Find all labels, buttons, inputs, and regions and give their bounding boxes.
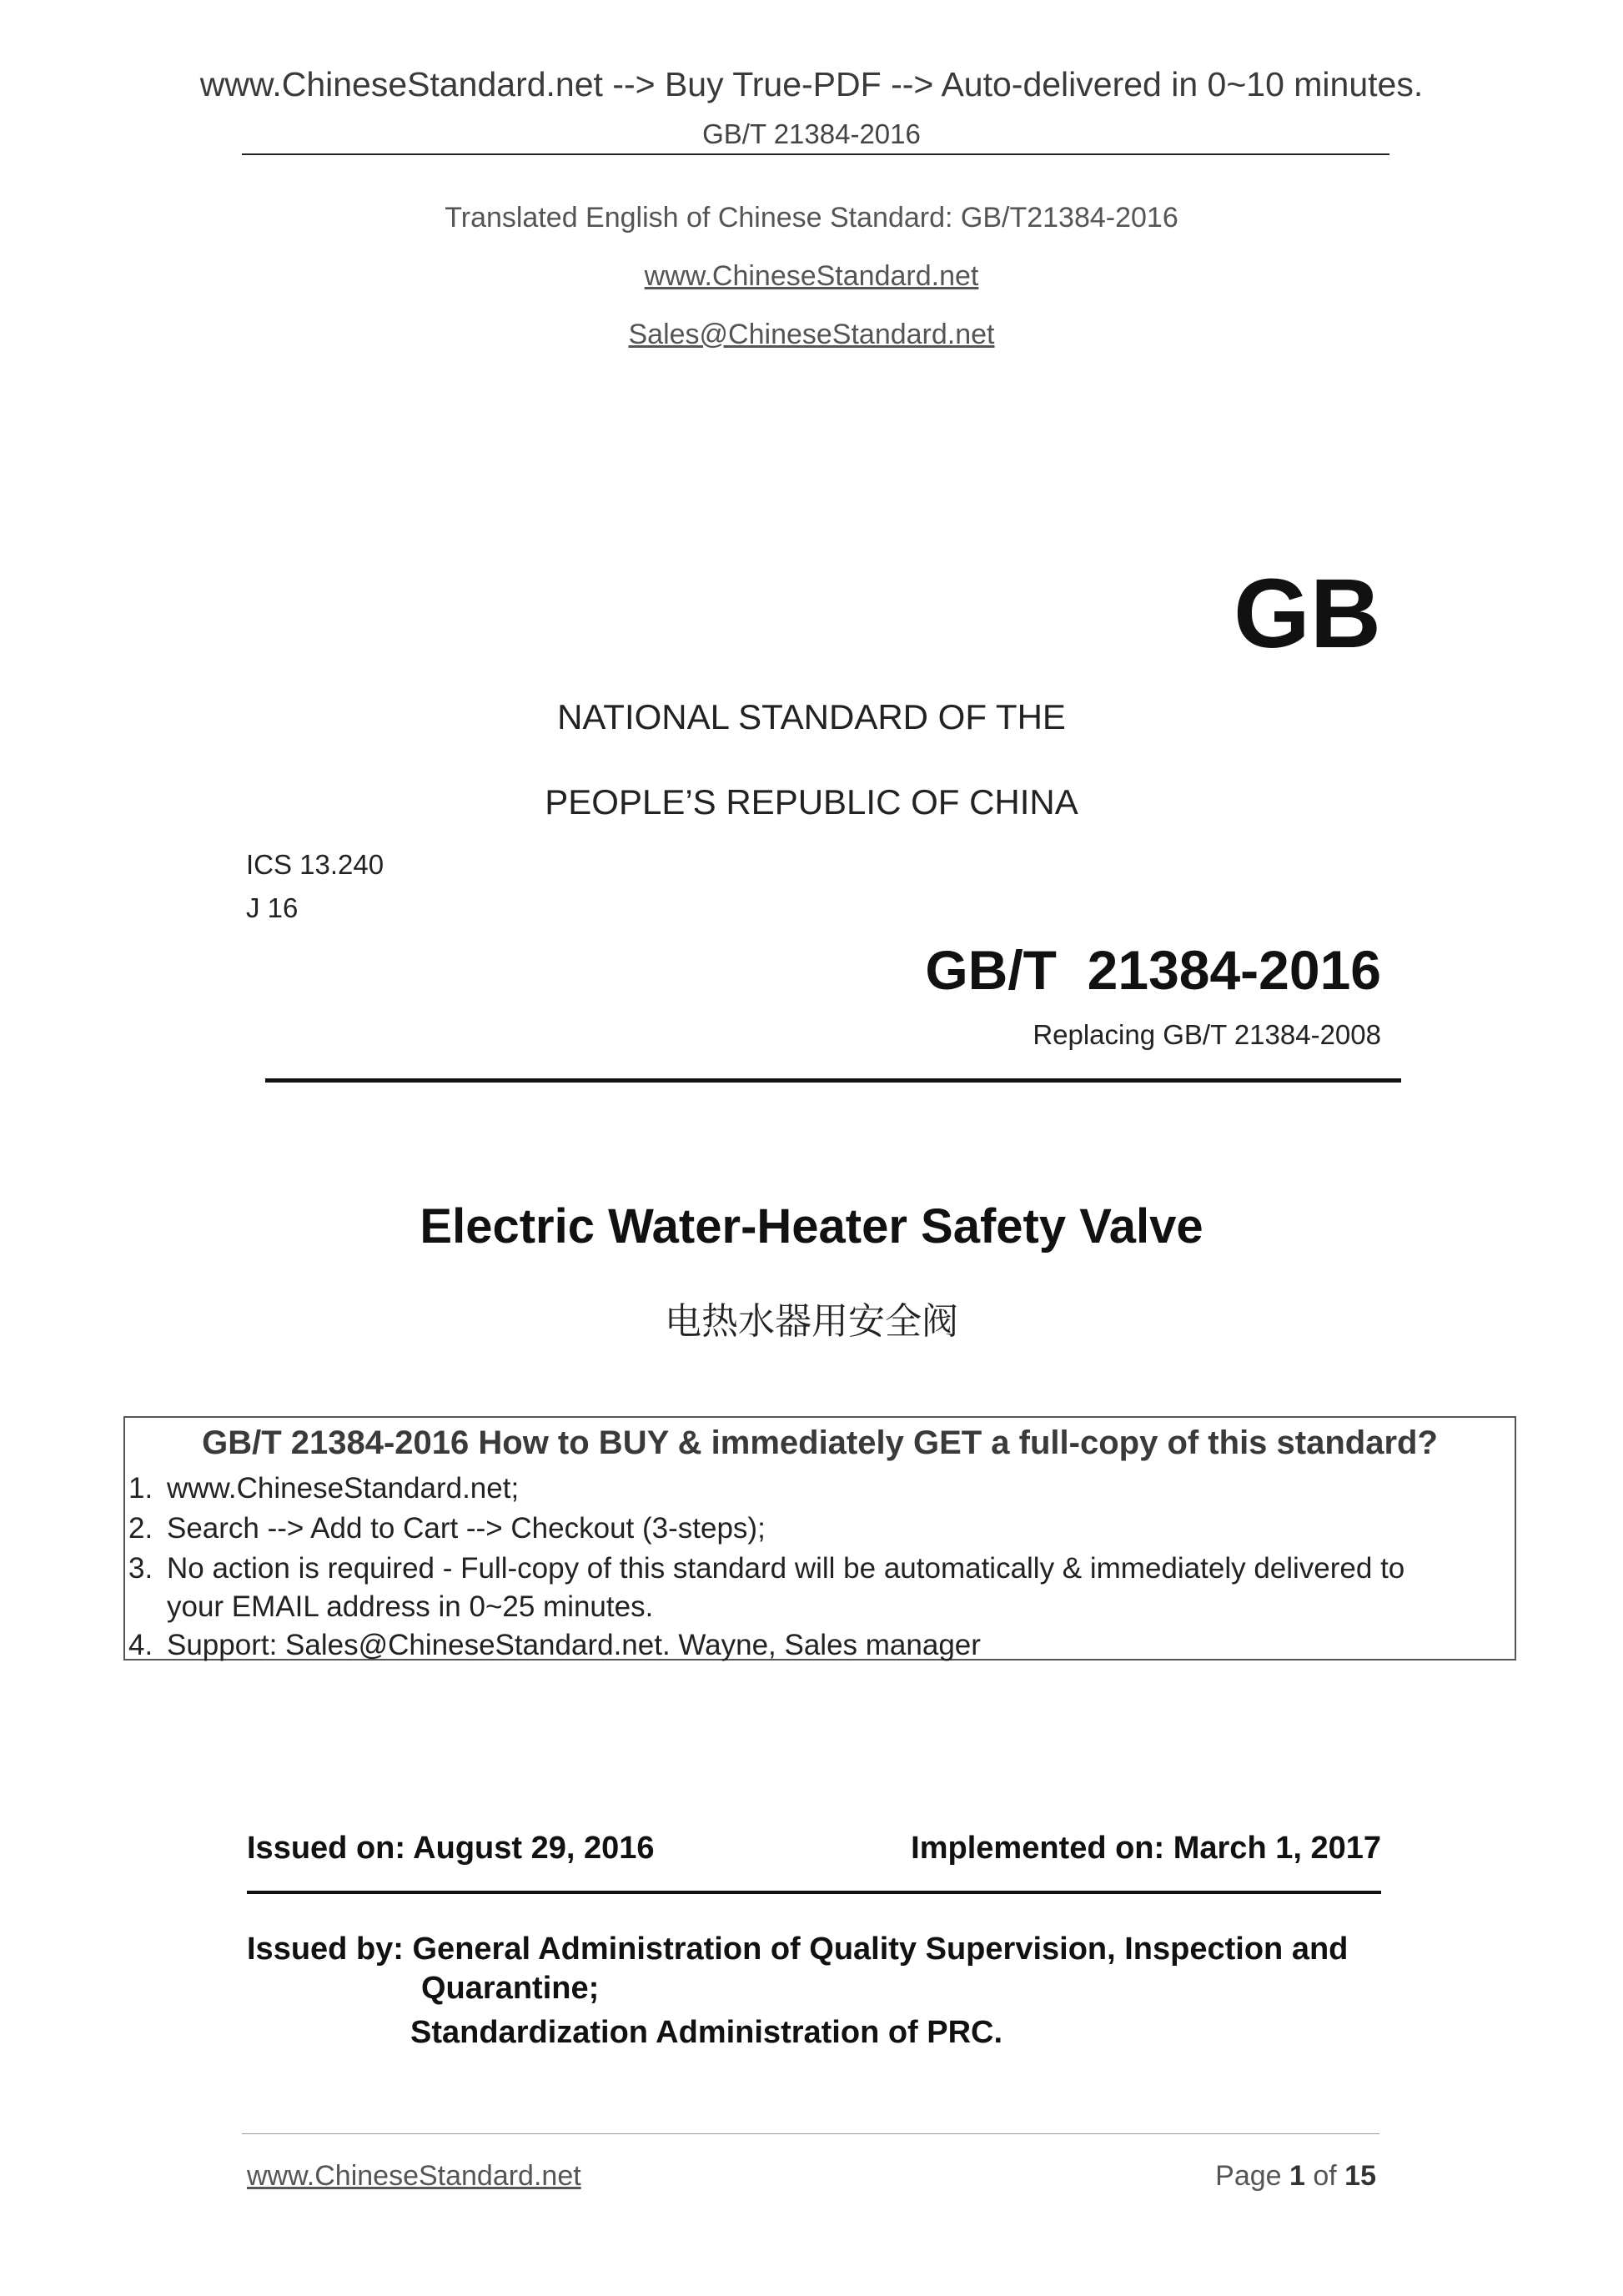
classification-code: J 16 — [246, 892, 299, 923]
buy-instructions-box — [123, 1416, 1516, 1660]
buy-step-text[interactable]: Support: Sales@ChineseStandard.net. Wayne, Sales manager — [167, 1629, 981, 1661]
replacing-note: Replacing GB/T 21384-2008 — [1033, 1019, 1381, 1050]
header-banner: www.ChineseStandard.net --> Buy True-PDF --> Auto-delivered in 0~10 minutes. — [199, 65, 1424, 103]
buy-step-text: Search --> Add to Cart --> Checkout (3-steps); — [167, 1512, 766, 1545]
buy-step-continued — [128, 1590, 653, 1624]
buy-heading: GB/T 21384-2016 How to BUY & immediately GET a full-copy of this standard? — [202, 1424, 1438, 1461]
buy-step-text[interactable]: www.ChineseStandard.net; — [167, 1472, 520, 1505]
footer-website-link[interactable]: www.ChineseStandard.net — [247, 2160, 581, 2192]
document-title-chinese: 电热水器用安全阀 — [665, 1300, 958, 1343]
current-page-number: 1 — [1289, 2160, 1305, 2192]
gb-logo: GB — [1234, 559, 1381, 669]
header-standard-code: GB/T 21384-2016 — [702, 118, 921, 149]
issued-on-date: Issued on: August 29, 2016 — [247, 1831, 655, 1866]
buy-step: 3. No action is required - Full-copy of this standard will be automatically & immediately delivered to — [128, 1552, 1405, 1585]
header-divider — [242, 153, 1389, 155]
buy-step: 1. www.ChineseStandard.net; — [128, 1472, 520, 1505]
national-standard-line2: PEOPLE’S REPUBLIC OF CHINA — [545, 782, 1078, 821]
buy-step: 2. Search --> Add to Cart --> Checkout (3-steps); — [128, 1512, 766, 1545]
buy-step: 4. Support: Sales@ChineseStandard.net. Wayne, Sales manager — [128, 1629, 981, 1661]
buy-step-text: No action is required - Full-copy of this standard will be automatically & immediately delivered to — [167, 1552, 1405, 1585]
issued-by-line2: Quarantine; — [421, 1971, 600, 2006]
issued-by-line3: Standardization Administration of PRC. — [410, 2015, 1003, 2050]
standard-number: GB/T 21384-2016 — [925, 939, 1381, 1001]
issued-by-line1: Issued by: General Administration of Quality Supervision, Inspection and — [247, 1932, 1349, 1967]
total-pages: 15 — [1344, 2160, 1376, 2192]
national-standard-line1: NATIONAL STANDARD OF THE — [557, 697, 1066, 736]
buy-step-text: your EMAIL address in 0~25 minutes. — [167, 1590, 654, 1623]
page-indicator: Page 1 of 15 — [1215, 2160, 1376, 2192]
ics-code: ICS 13.240 — [246, 849, 384, 880]
translated-note: Translated English of Chinese Standard: GB/T21384-2016 — [445, 202, 1178, 234]
sales-email-link[interactable]: Sales@ChineseStandard.net — [628, 319, 995, 350]
title-divider — [265, 1078, 1401, 1083]
implemented-on-date: Implemented on: March 1, 2017 — [911, 1831, 1381, 1866]
issue-divider — [247, 1891, 1381, 1894]
document-title: Electric Water-Heater Safety Valve — [420, 1199, 1203, 1254]
footer-divider — [242, 2133, 1379, 2134]
website-link[interactable]: www.ChineseStandard.net — [644, 260, 979, 292]
